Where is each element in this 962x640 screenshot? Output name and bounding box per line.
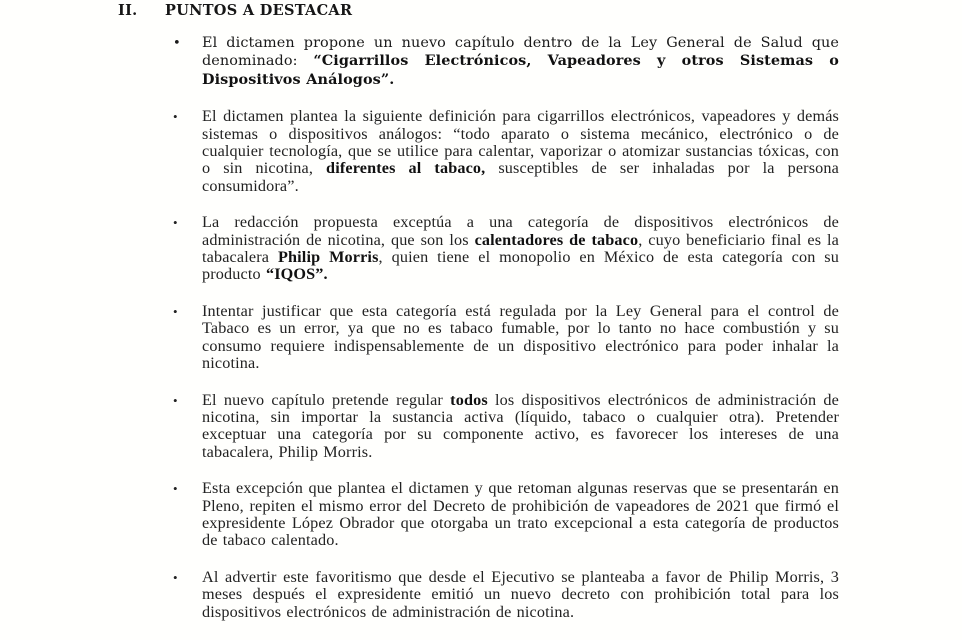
text-run: El nuevo capítulo pretende regular — [202, 390, 451, 409]
bold-text-run: “IQOS”. — [265, 265, 328, 284]
text-run: los dispositivos electrónicos de administración de nicotina, sin importar la sustancia activa (líquido, tabaco o cualquier otra). Pretender exceptuar una categoría por su componente activo, es favorecer los intereses de una tabacalera, Philip Morris. — [202, 390, 839, 461]
bullet-icon: • — [173, 109, 178, 125]
bullet-icon: • — [173, 215, 178, 231]
list-item — [173, 569, 839, 621]
bold-text-run: “Cigarrillos Electrónicos, Vapeadores y otros Sistemas o Dispositivos Análogos”. — [202, 52, 839, 88]
section-heading — [118, 2, 962, 19]
bullet-text — [202, 214, 839, 284]
bold-text-run: calentadores de tabaco — [474, 230, 639, 249]
bullet-icon: • — [173, 481, 178, 497]
text-run: El dictamen propone un nuevo capítulo dentro de la Ley General de Salud que denominado: — [202, 35, 839, 70]
bullet-icon: • — [173, 303, 178, 319]
bold-text-run: diferentes al tabaco, — [326, 159, 486, 178]
list-item — [173, 303, 839, 373]
bullet-text — [202, 569, 839, 621]
section-number: II. — [118, 2, 138, 19]
bullet-icon: • — [173, 36, 181, 51]
list-item — [173, 392, 839, 462]
bullet-text — [202, 108, 839, 195]
text-run: Esta excepción que plantea el dictamen y que retoman algunas reservas que se presentarán en Pleno, repiten el mismo error del Decreto de prohibición de vapeadores de 2021 que firmó el expresidente López Obrador que otorgaba un trato excepcional a esta categoría de productos de tabaco calentado. — [202, 479, 839, 550]
bullet-list — [0, 35, 962, 621]
text-run: , cuyo beneficiario final es la tabacalera — [202, 230, 839, 267]
text-run: Al advertir este favoritismo que desde el Ejecutivo se planteaba a favor de Philip Morris, 3 meses después el expresidente emitió un nuevo decreto con prohibición total para los dispositivos electrónicos de administración de nicotina. — [202, 567, 839, 621]
text-run: susceptibles de ser inhaladas por la persona consumidora”. — [202, 159, 839, 195]
bold-text-run: Philip Morris — [277, 248, 379, 267]
bullet-icon: • — [173, 569, 178, 585]
list-item — [173, 35, 839, 89]
bullet-text — [202, 392, 839, 462]
list-item — [173, 108, 839, 195]
text-run: Intentar justificar que esta categoría está regulada por la Ley General para el control de Tabaco es un error, ya que no es tabaco fumable, por lo tanto no hace combustión y su consumo requiere indispensablemente de un dispositivo electrónico para poder inhalar la nicotina. — [202, 301, 839, 373]
text-run: La redacción propuesta exceptúa a una categoría de dispositivos electrónicos de administración de nicotina, que son los — [202, 213, 839, 249]
bullet-text — [202, 480, 839, 550]
bullet-icon: • — [173, 392, 178, 408]
bold-text-run: todos — [450, 390, 488, 409]
list-item — [173, 214, 839, 284]
list-item — [173, 480, 839, 550]
bullet-text — [202, 35, 839, 89]
text-run: El dictamen plantea la siguiente definición para cigarrillos electrónicos, vapeadores y demás sistemas o dispositivos análogos: “todo aparato o sistema mecánico, electrónico o de cualquier tecnología, que se utilice para calentar, vaporizar o atomizar sustancias tóxicas, con o sin nicotina, — [202, 107, 839, 178]
section-title: PUNTOS A DESTACAR — [165, 2, 353, 19]
bullet-text — [202, 303, 839, 373]
text-run: , quien tiene el monopolio en México de esta categoría con su producto — [202, 248, 840, 284]
